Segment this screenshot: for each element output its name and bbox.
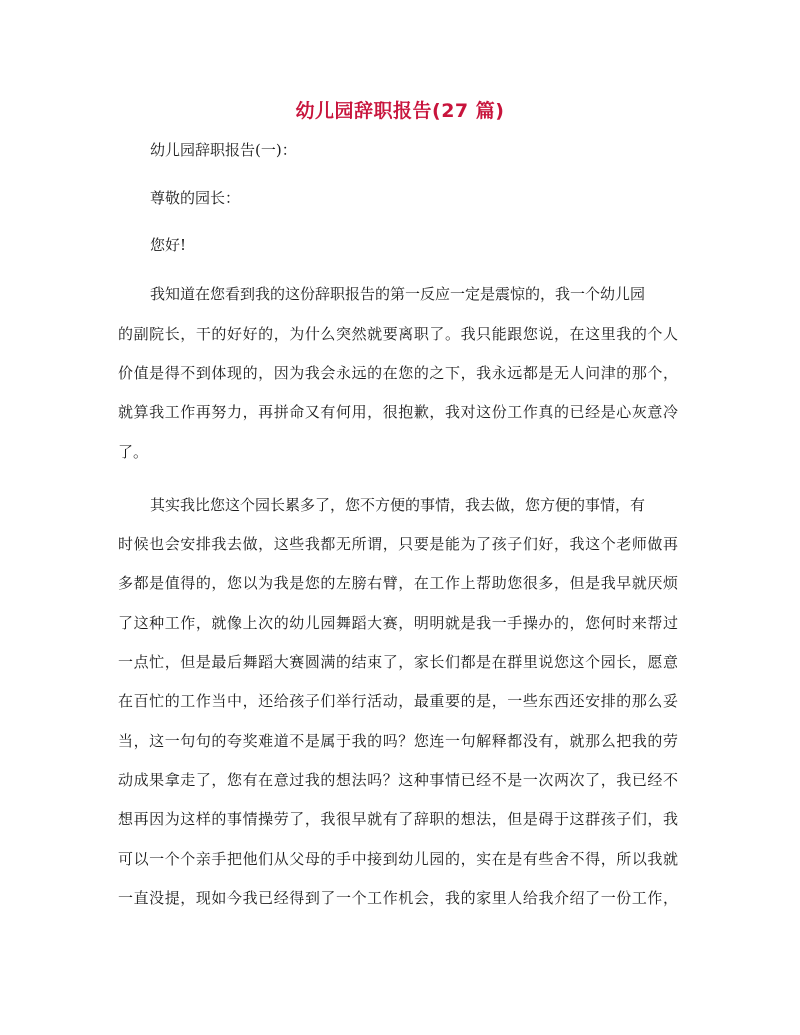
paragraph-line: 了。 [118, 443, 149, 461]
paragraph-line: 的副院长，干的好好的，为什么突然就要离职了。我只能跟您说，在这里我的个人 [118, 325, 678, 343]
document-title: 幼儿园辞职报告(27 篇) [295, 100, 505, 122]
greeting: 您好! [150, 236, 187, 254]
paragraph-line: 了这种工作，就像上次的幼儿园舞蹈大赛，明明就是我一手操办的，您何时来帮过 [118, 614, 678, 632]
paragraph-line: 动成果拿走了，您有在意过我的想法吗？这种事情已经不是一次两次了，我已经不 [118, 771, 678, 789]
salutation: 尊敬的园长： [150, 189, 241, 207]
paragraph-line: 价值是得不到体现的，因为我会永远的在您的之下，我永远都是无人问津的那个， [118, 364, 678, 382]
paragraph-line: 想再因为这样的事情操劳了，我很早就有了辞职的想法，但是碍于这群孩子们，我 [118, 810, 678, 828]
paragraph-line: 一点忙，但是最后舞蹈大赛圆满的结束了，家长们都是在群里说您这个园长，愿意 [118, 653, 678, 671]
paragraph-line: 当，这一句句的夸奖难道不是属于我的吗？您连一句解释都没有，就那么把我的劳 [118, 732, 678, 750]
paragraph-line: 在百忙的工作当中，还给孩子们举行活动，最重要的是，一些东西还安排的那么妥 [118, 692, 678, 710]
paragraph-line: 时候也会安排我去做，这些我都无所谓，只要是能为了孩子们好，我这个老师做再 [118, 535, 678, 553]
paragraph-line: 其实我比您这个园长累多了，您不方便的事情，我去做，您方便的事情，有 [150, 496, 646, 514]
paragraph-line: 一直没提，现如今我已经得到了一个工作机会，我的家里人给我介绍了一份工作， [118, 889, 678, 907]
section-heading: 幼儿园辞职报告(一)： [150, 141, 297, 159]
paragraph-line: 就算我工作再努力，再拼命又有何用，很抱歉，我对这份工作真的已经是心灰意冷 [118, 403, 678, 421]
paragraph-line: 我知道在您看到我的这份辞职报告的第一反应一定是震惊的，我一个幼儿园 [150, 285, 646, 303]
paragraph-line: 可以一个个亲手把他们从父母的手中接到幼儿园的，实在是有些舍不得，所以我就 [118, 850, 678, 868]
paragraph-line: 多都是值得的，您以为我是您的左膀右臂，在工作上帮助您很多，但是我早就厌烦 [118, 574, 678, 592]
